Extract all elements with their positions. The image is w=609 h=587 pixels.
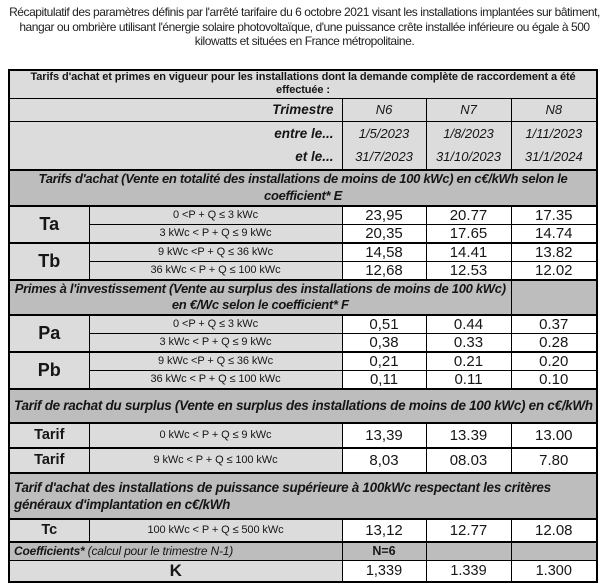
value-cell: 12.02: [511, 261, 597, 280]
value-cell: 17.65: [426, 224, 511, 243]
period-n6: [342, 121, 426, 170]
value-cell: 12.53: [426, 261, 511, 280]
range-cell: 9 kWc <P + Q ≤ 36 kWc: [89, 352, 342, 371]
value-cell: 13.00: [511, 423, 597, 448]
period-end: 31/1/2024: [524, 149, 583, 164]
period-to-label: et le...: [295, 149, 334, 164]
value-cell: 14.41: [426, 243, 511, 262]
range-cell: 36 kWc < P + Q ≤ 100 kWc: [89, 261, 342, 280]
section-rachat-surplus: Tarif de rachat du surplus (Vente en surplus des installations de moins de 100 kWc) en c€/kWh: [9, 389, 597, 423]
value-cell: 20,35: [342, 224, 426, 243]
group-label-ta: Ta: [9, 206, 89, 243]
value-cell: 0,21: [342, 352, 426, 371]
quarter-n6: N6: [342, 98, 426, 121]
value-cell: 0.37: [511, 315, 597, 334]
value-cell: 08.03: [426, 448, 511, 473]
value-cell: 13.39: [426, 423, 511, 448]
value-cell: 0.10: [511, 370, 597, 389]
section-primes: Primes à l'investissement (Vente au surplus des installations de moins de 100 kWc) en €/Wc selon le coefficient* F: [9, 280, 511, 315]
k-label: K: [9, 561, 342, 583]
value-cell: 7.80: [511, 448, 597, 473]
k-value-cell: 1.339: [426, 561, 511, 583]
value-cell: 0.28: [511, 333, 597, 352]
report-title: Récapitulatif des paramètres définis par l'arrêté tarifaire du 6 octobre 2021 visant les installations implantées sur bâtiment, hangar ou ombrière utilisant l'énergie solaire photovoltaïque, d'une puissance crête installée inférieure ou égale à 500 kilowatts et situées en France métropolitaine.: [9, 5, 600, 48]
value-cell: 23,95: [342, 206, 426, 225]
value-cell: 12,68: [342, 261, 426, 280]
k-value-cell: 1,339: [342, 561, 426, 583]
quarter-n8: N8: [511, 98, 597, 121]
coefficients-label-cell: [9, 542, 342, 561]
range-cell: 9 kWc <P + Q ≤ 36 kWc: [89, 243, 342, 262]
period-start: 1/8/2023: [443, 125, 494, 141]
group-label-tb: Tb: [9, 243, 89, 280]
range-cell: 3 kWc < P + Q ≤ 9 kWc: [89, 224, 342, 243]
value-cell: 20.77: [426, 206, 511, 225]
range-cell: 0 kWc < P + Q ≤ 9 kWc: [89, 423, 342, 448]
coefficients-n-value: N=6: [342, 542, 426, 561]
table-header: Tarifs d'achat et primes en vigueur pour les installations dont la demande complète de raccordement a été effectuée :: [9, 70, 597, 98]
tariff-table: [8, 69, 598, 583]
value-cell: 12.77: [426, 519, 511, 542]
period-end: 31/10/2023: [435, 149, 502, 164]
period-start: 1/11/2023: [525, 125, 583, 141]
value-cell: 13,12: [342, 519, 426, 542]
value-cell: 0,11: [342, 370, 426, 389]
quarter-n7: N7: [426, 98, 511, 121]
value-cell: 0,51: [342, 315, 426, 334]
range-cell: 9 kWc < P + Q ≤ 100 kWc: [89, 448, 342, 473]
coefficients-note: (calcul pour le trimestre N-1): [84, 544, 234, 559]
range-cell: 0 <P + Q ≤ 3 kWc: [89, 315, 342, 334]
period-labels: [9, 121, 342, 170]
surplus-label: Tarif: [9, 448, 89, 473]
period-end: 31/7/2023: [355, 149, 413, 164]
coefficients-empty-cell: [426, 542, 511, 561]
surplus-label: Tarif: [9, 423, 89, 448]
coefficients-empty-cell: [511, 542, 597, 561]
value-cell: 13.82: [511, 243, 597, 262]
value-cell: 0,38: [342, 333, 426, 352]
value-cell: 0.33: [426, 333, 511, 352]
period-from-label: entre le...: [274, 125, 334, 141]
range-cell: 36 kWc < P + Q ≤ 100 kWc: [89, 370, 342, 389]
section-tarifs-achat: Tarifs d'achat (Vente en totalité des installations de moins de 100 kWc) en c€/kWh selon le coefficient* E: [9, 170, 597, 206]
range-cell: 100 kWc < P + Q ≤ 500 kWc: [89, 519, 342, 542]
value-cell: 0.11: [426, 370, 511, 389]
value-cell: 14,58: [342, 243, 426, 262]
k-value-cell: 1.300: [511, 561, 597, 583]
value-cell: 12.08: [511, 519, 597, 542]
value-cell: 14.74: [511, 224, 597, 243]
coefficients-label: Coefficients*: [14, 544, 85, 559]
group-label-pa: Pa: [9, 315, 89, 352]
trimestre-label: Trimestre: [9, 98, 342, 121]
value-cell: 13,39: [342, 423, 426, 448]
period-n8: [511, 121, 597, 170]
range-cell: 0 <P + Q ≤ 3 kWc: [89, 206, 342, 225]
range-cell: 3 kWc < P + Q ≤ 9 kWc: [89, 333, 342, 352]
tc-label: Tc: [9, 519, 89, 542]
period-start: 1/5/2023: [358, 125, 410, 141]
value-cell: 0.44: [426, 315, 511, 334]
group-label-pb: Pb: [9, 352, 89, 389]
value-cell: 0.21: [426, 352, 511, 371]
value-cell: 17.35: [511, 206, 597, 225]
section-primes-empty-cell: [511, 280, 597, 315]
period-n7: [426, 121, 511, 170]
value-cell: 0.20: [511, 352, 597, 371]
value-cell: 8,03: [342, 448, 426, 473]
section-tarif-sup100: Tarif d'achat des installations de puissance supérieure à 100kWc respectant les critères généraux d'implantation en c€/kWh: [9, 473, 597, 519]
